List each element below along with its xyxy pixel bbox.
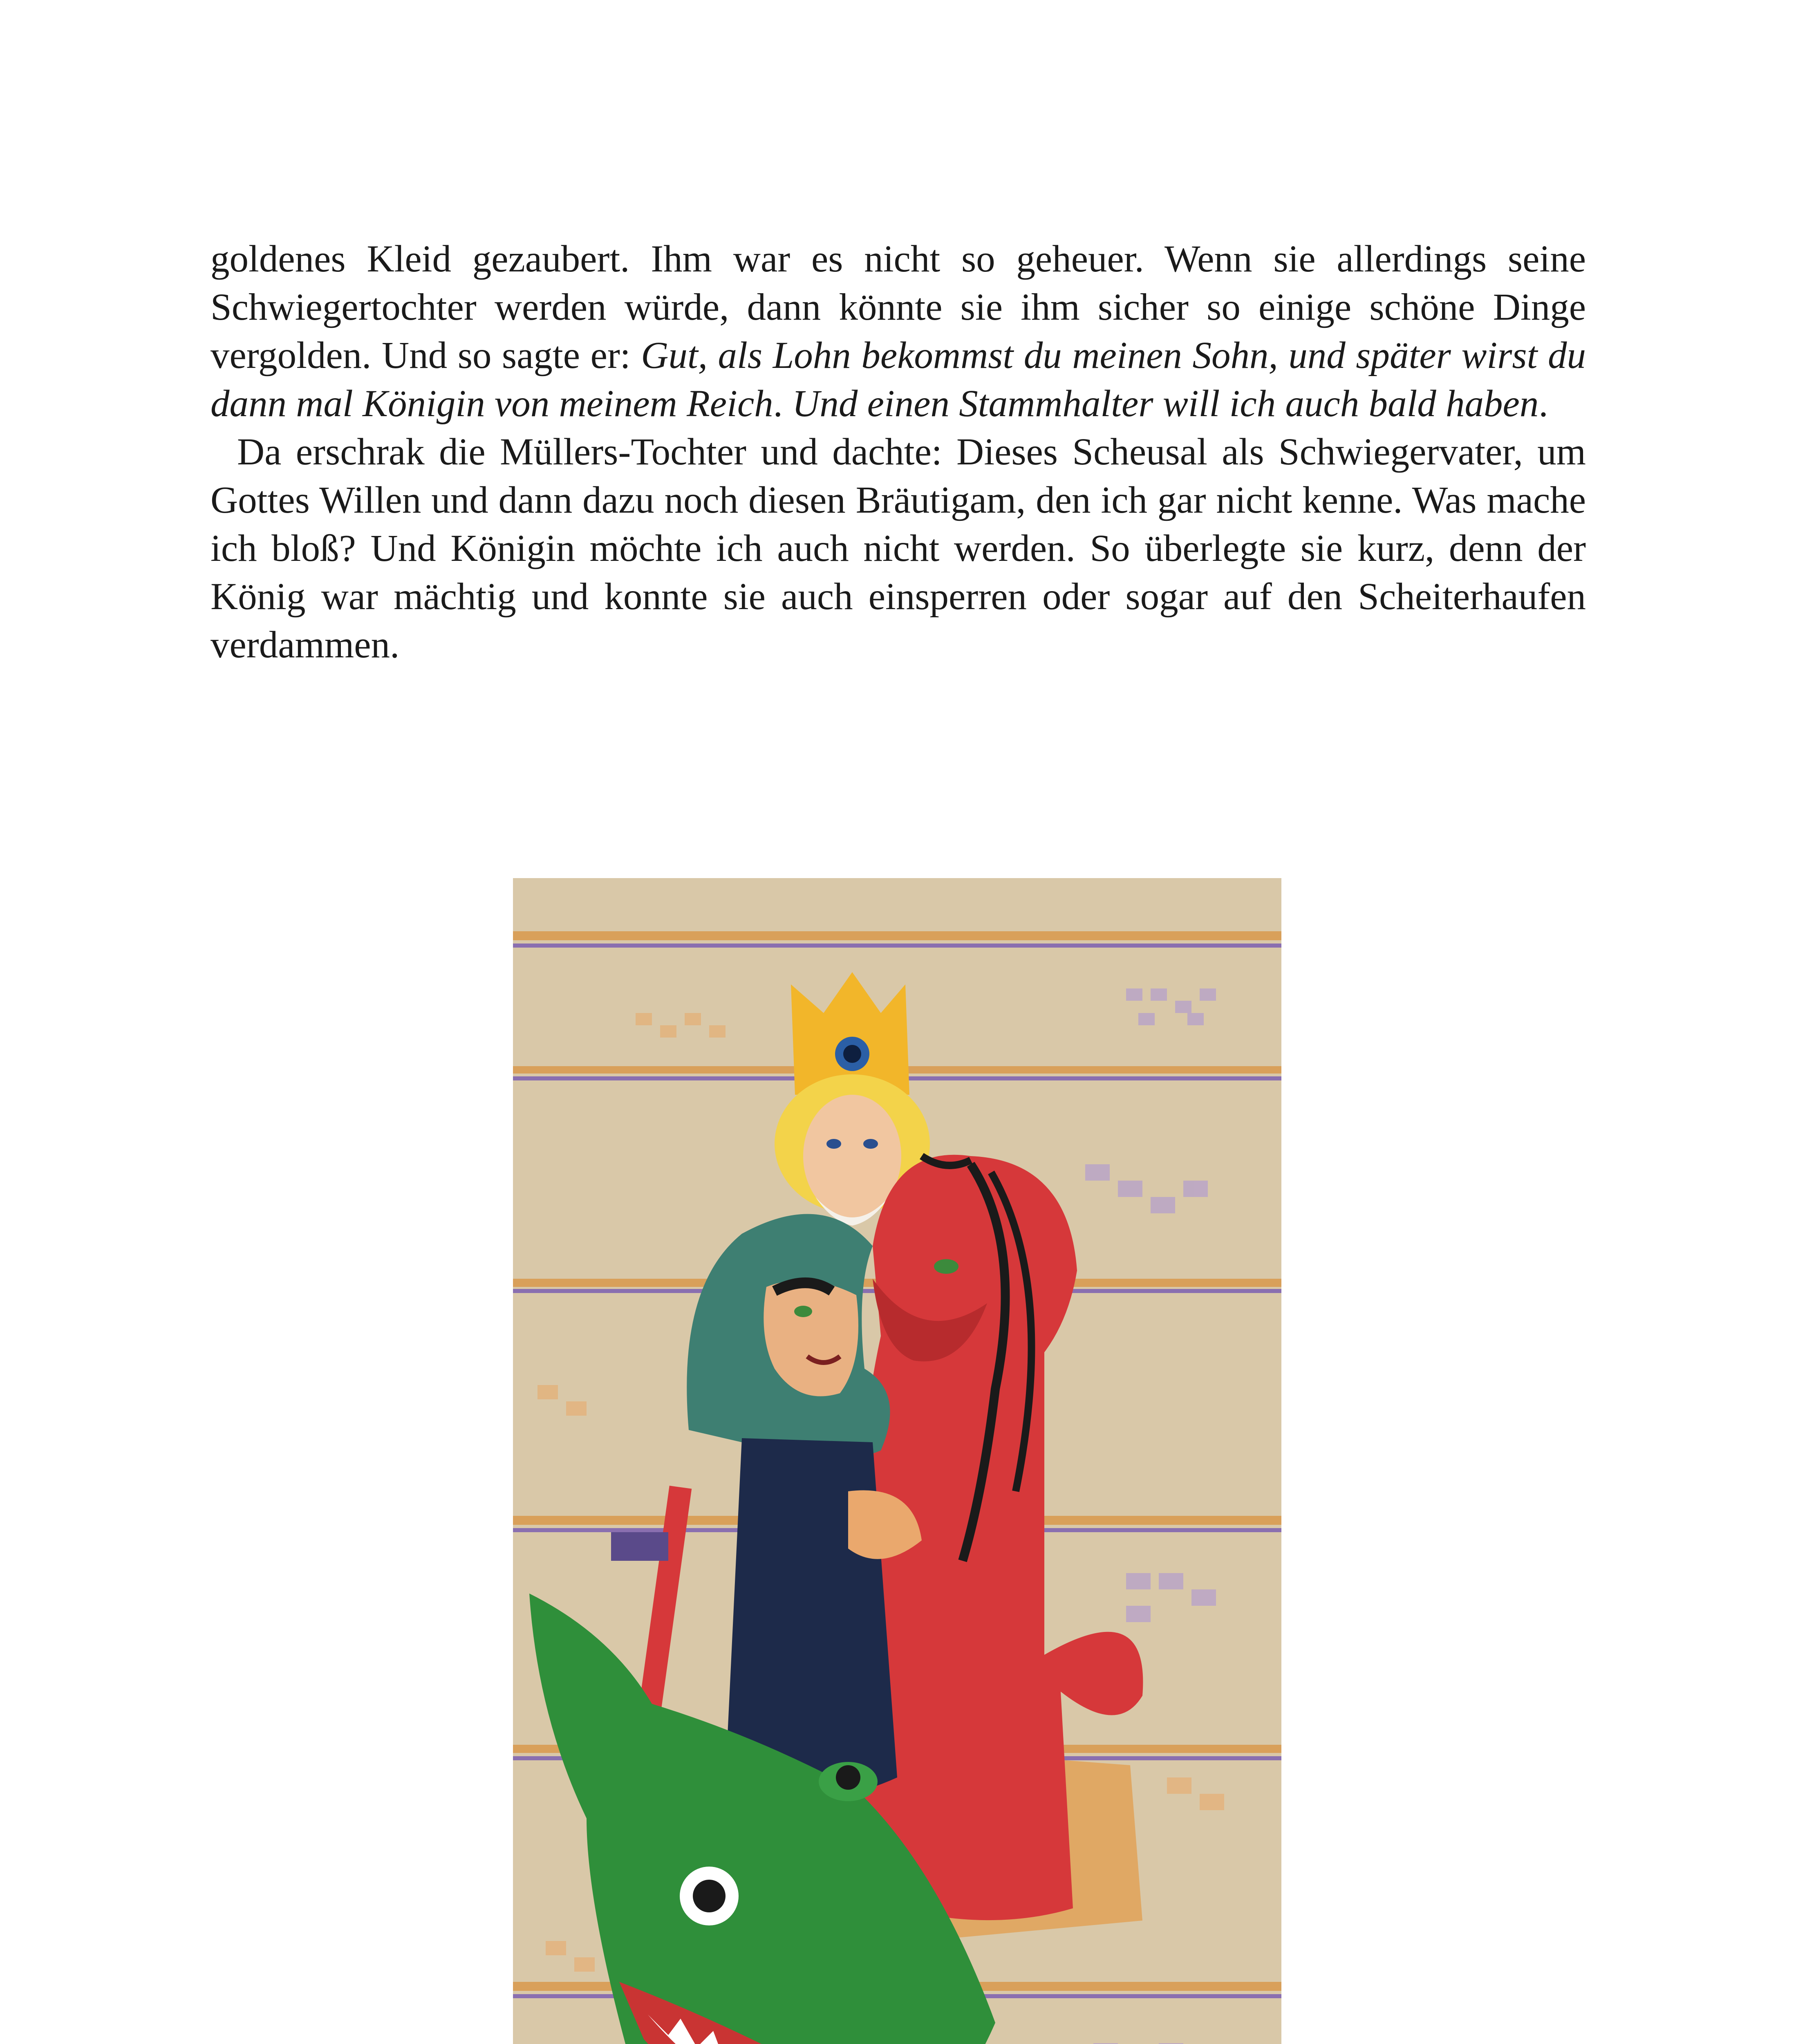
paragraph-1-text: goldenes Kleid gezaubert. Ihm war es nicht so geheuer. Wenn sie allerdings seine Schwiegertochter werden würde, dann könnte sie ihm sicher so einige schöne Dinge vergolden. Und so sagte er: bbox=[211, 238, 1586, 377]
paragraph-1-sep: . bbox=[773, 383, 793, 425]
puppet-photo bbox=[513, 878, 1281, 2044]
paragraph-1-end: . bbox=[1538, 383, 1548, 425]
paragraph-1 bbox=[211, 235, 1586, 428]
puppet-photo-illustration bbox=[513, 878, 1281, 2044]
body-text bbox=[211, 235, 1586, 669]
paragraph-2: Da erschrak die Müllers-Tochter und dachte: Dieses Scheusal als Schwiegervater, um Gottes Willen und dann dazu noch diesen Bräutigam, den ich gar nicht kenne. Was mache ich bloß? Und Königin möchte ich auch nicht werden. So überlegte sie kurz, denn der König war mächtig und konnte sie auch einsperren oder sogar auf den Scheiterhaufen verdammen. bbox=[211, 431, 1586, 666]
king-speech-1: Gut, als Lohn bekommst du meinen Sohn, und später wirst du dann mal Königin von meinem Reich bbox=[211, 334, 1586, 425]
king-speech-2: Und einen Stammhalter will ich auch bald haben bbox=[792, 383, 1539, 425]
